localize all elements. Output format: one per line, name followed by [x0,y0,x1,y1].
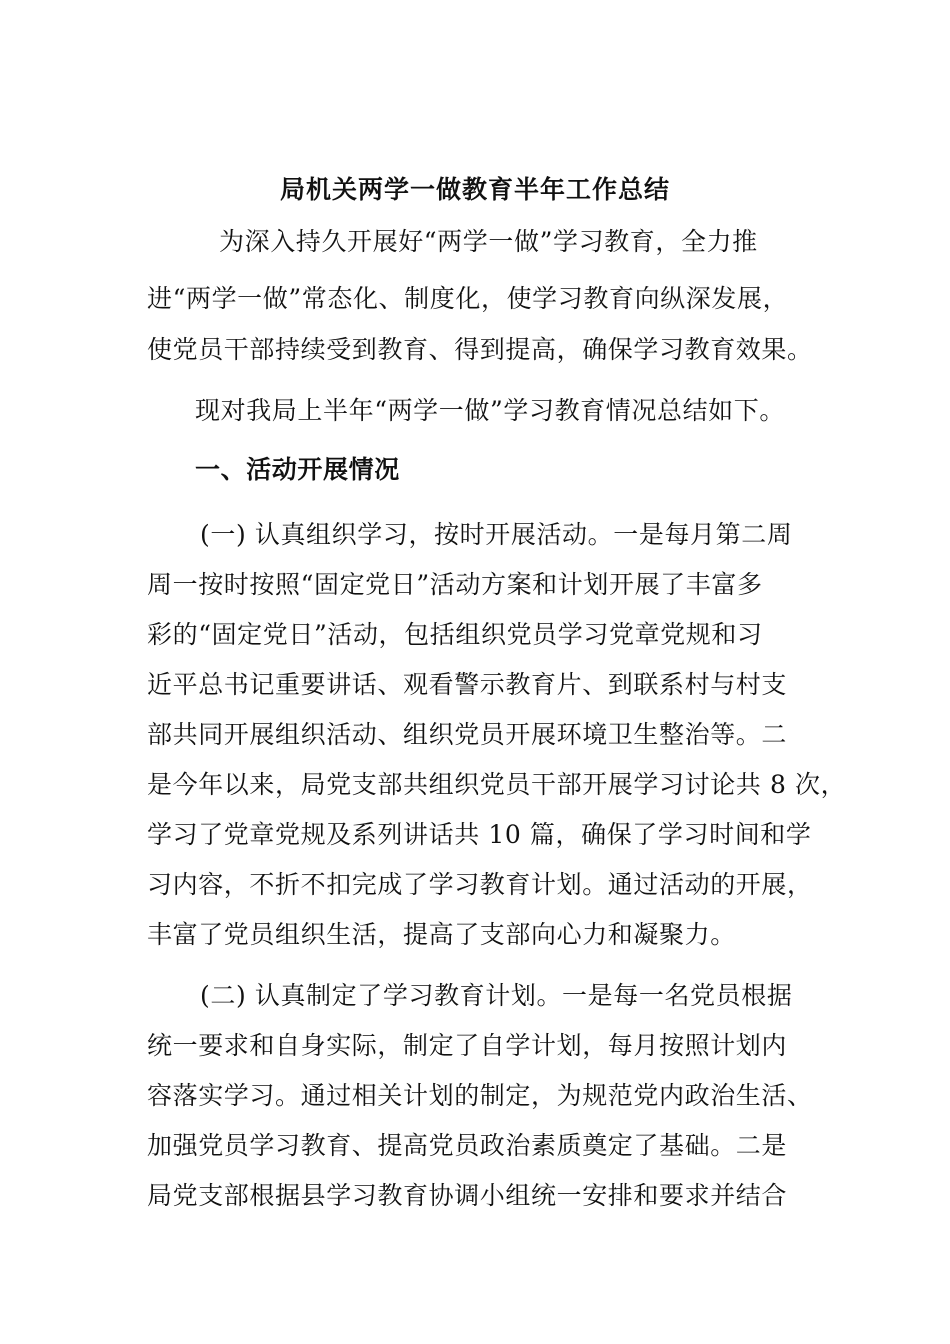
paragraph-intro-line-1: 为深入持久开展好“两学一做”学习教育，全力推 [219,227,758,256]
paragraph-1-line-3: 彩的“固定党日”活动，包括组织党员学习党章党规和习 [147,620,763,649]
paragraph-1-line-2: 周一按时按照“固定党日”活动方案和计划开展了丰富多 [147,570,763,599]
paragraph-1-line-7: 学习了党章党规及系列讲话共 10 篇，确保了学习时间和学 [147,820,812,849]
paragraph-1-line-5: 部共同开展组织活动、组织党员开展环境卫生整治等。二 [147,720,788,749]
paragraph-2-line-1: (二) 认真制定了学习教育计划。一是每一名党员根据 [200,981,793,1010]
paragraph-1-line-6: 是今年以来，局党支部共组织党员干部开展学习讨论共 8 次， [147,770,847,799]
paragraph-1-line-9: 丰富了党员组织生活，提高了支部向心力和凝聚力。 [147,920,736,949]
paragraph-2-line-2: 统一要求和自身实际，制定了自学计划，每月按照计划内 [147,1031,788,1060]
document-title: 局机关两学一做教育半年工作总结 [279,175,670,204]
paragraph-intro-line-3: 使党员干部持续受到教育、得到提高，确保学习教育效果。 [147,335,813,364]
paragraph-2-line-4: 加强党员学习教育、提高党员政治素质奠定了基础。二是 [147,1131,788,1160]
paragraph-1-line-4: 近平总书记重要讲话、观看警示教育片、到联系村与村支 [147,670,788,699]
section-heading-1: 一、活动开展情况 [195,455,400,484]
paragraph-intro-line-2: 进“两学一做”常态化、制度化，使学习教育向纵深发展， [147,284,789,313]
paragraph-summary-line: 现对我局上半年“两学一做”学习教育情况总结如下。 [195,396,785,425]
paragraph-1-line-1: (一) 认真组织学习，按时开展活动。一是每月第二周 [200,520,793,549]
paragraph-2-line-5: 局党支部根据县学习教育协调小组统一安排和要求并结合 [147,1181,788,1210]
paragraph-1-line-8: 习内容，不折不扣完成了学习教育计划。通过活动的开展， [147,870,813,899]
paragraph-2-line-3: 容落实学习。通过相关计划的制定，为规范党内政治生活、 [147,1081,813,1110]
